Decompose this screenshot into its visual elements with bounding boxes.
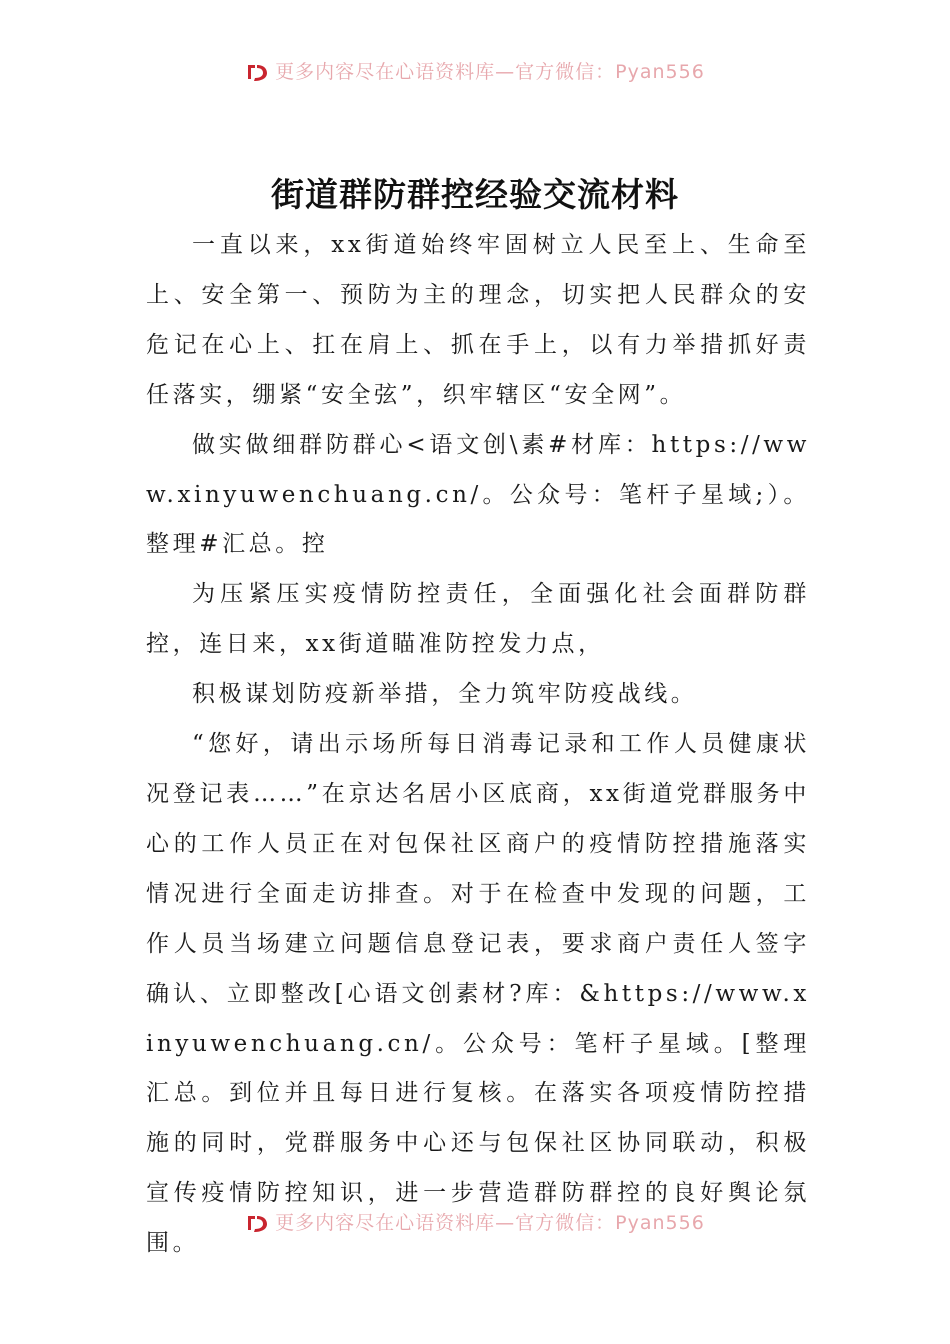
watermark-text: 更多内容尽在心语资料库—官方微信：Pyan556 bbox=[275, 61, 705, 83]
paragraph: 为压紧压实疫情防控责任，全面强化社会面群防群控，连日来，xx街道瞄准防控发力点， bbox=[146, 581, 810, 658]
brand-logo-icon bbox=[245, 61, 269, 83]
brand-logo-icon bbox=[245, 1212, 269, 1234]
document-body bbox=[146, 221, 810, 1269]
watermark-text: 更多内容尽在心语资料库—官方微信：Pyan556 bbox=[275, 1212, 705, 1234]
footer-watermark bbox=[0, 1208, 950, 1234]
document-title: 街道群防群控经验交流材料 bbox=[271, 175, 679, 214]
paragraph: “您好，请出示场所每日消毒记录和工作人员健康状况登记表……”在京达名居小区底商，xx街道党群服务中心的工作人员正在对包保社区商户的疫情防控措施落实情况进行全面走访排查。对于在检查中发现的问题，工作人员当场建立问题信息登记表，要求商户责任人签字确认、立即整改[心语文创素材?库：&https://www.xinyuwenchuang.cn/。公众号：笔杆子星域。[整理汇总。到位并且每日进行复核。在落实各项疫情防控措施的同时，党群服务中心还与包保社区协同联动，积极宣传疫情防控知识，进一步营造群防群控的良好舆论氛围。 bbox=[146, 731, 810, 1257]
paragraph: 一直以来，xx街道始终牢固树立人民至上、生命至上、安全第一、预防为主的理念，切实把人民群众的安危记在心上、扛在肩上、抓在手上，以有力举措抓好责任落实，绷紧“安全弦”，织牢辖区“安全网”。 bbox=[146, 232, 810, 408]
paragraph: 积极谋划防疫新举措，全力筑牢防疫战线。 bbox=[192, 681, 698, 708]
header-watermark bbox=[0, 57, 950, 83]
paragraph: 做实做细群防群心<语文创\素#材库：https://www.xinyuwenchuang.cn/。公众号：笔杆子星域;）。整理#汇总。控 bbox=[146, 431, 810, 558]
